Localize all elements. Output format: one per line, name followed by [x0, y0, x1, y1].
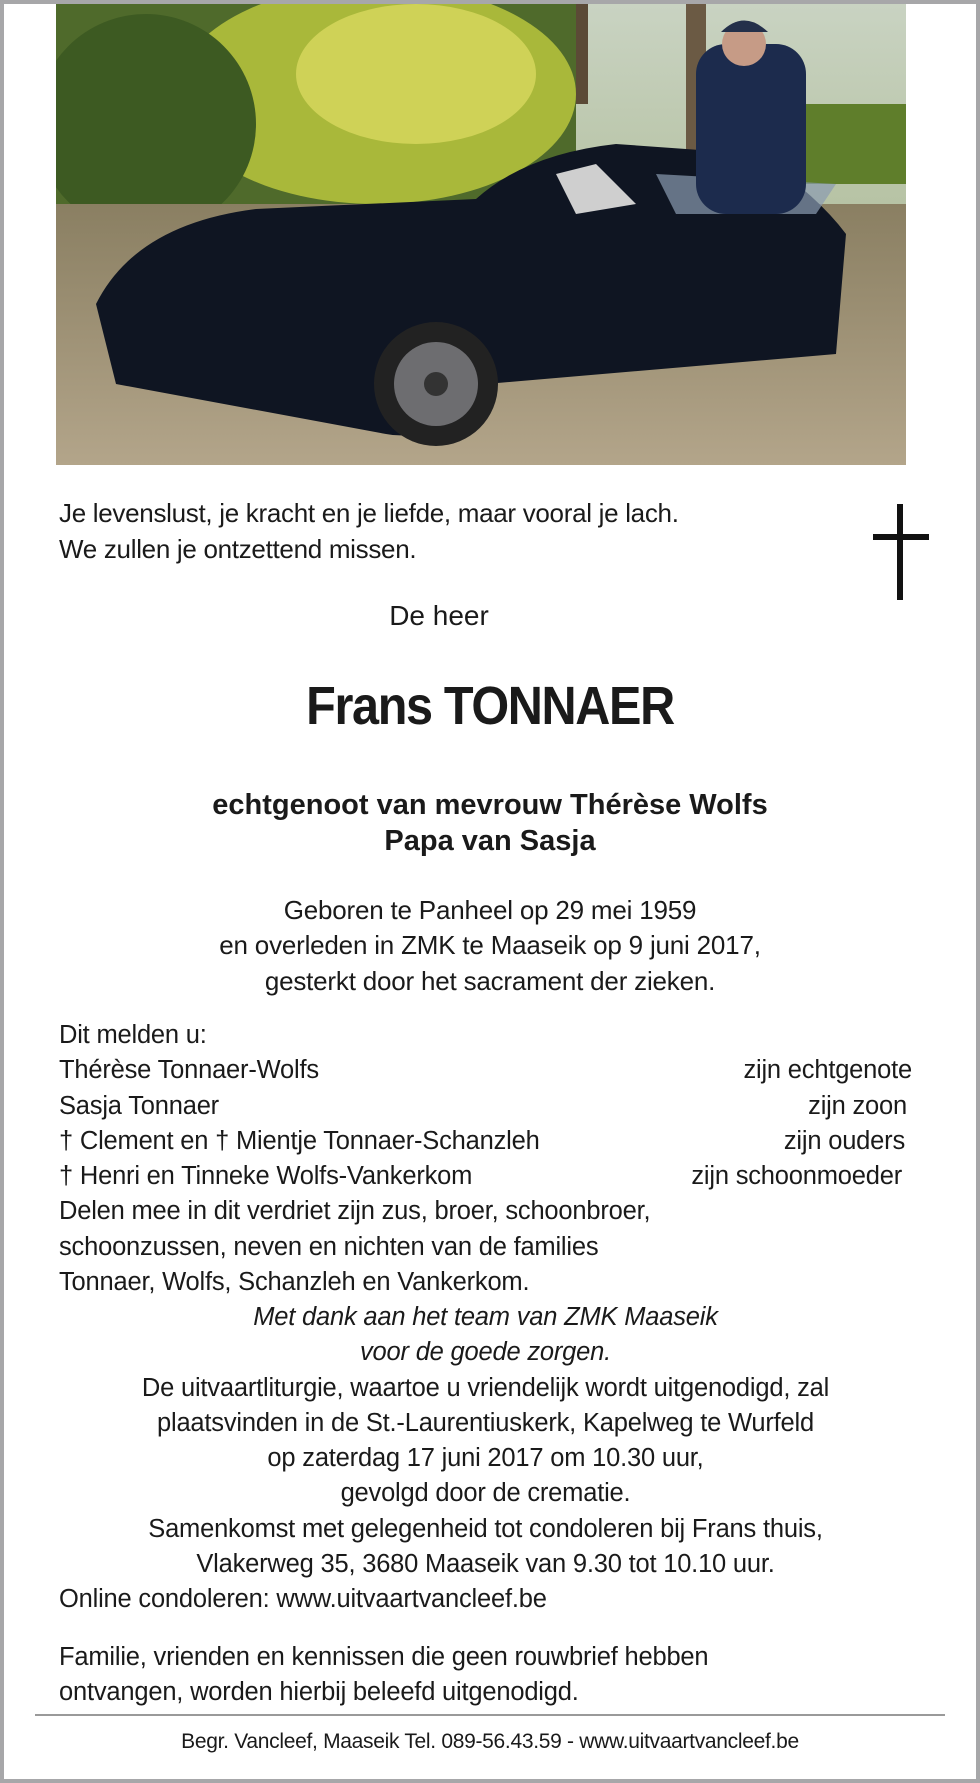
relative-name: Thérèse Tonnaer-Wolfs: [59, 1056, 319, 1085]
announcement-body: [59, 1018, 912, 1617]
relationship-subtitle: [0, 787, 980, 859]
footer-divider: [35, 1714, 945, 1716]
ceremony-line: plaatsvinden in de St.-Laurentiuskerk, Kapelweg te Wurfeld: [157, 1408, 814, 1437]
memorial-quote: [59, 495, 679, 567]
thanks-line: voor de goede zorgen.: [360, 1338, 611, 1367]
family-line: Delen mee in dit verdriet zijn zus, broer, schoonbroer,: [59, 1197, 651, 1226]
quote-line: Je levenslust, je kracht en je liefde, maar vooral je lach.: [59, 498, 679, 528]
closing-line: ontvangen, worden hierbij beleefd uitgenodigd.: [59, 1678, 579, 1707]
relative-relation: zijn zoon: [808, 1091, 907, 1120]
quote-line: We zullen je ontzettend missen.: [59, 534, 417, 564]
ceremony-line: De uitvaartliturgie, waartoe u vriendelijk wordt uitgenodigd, zal: [141, 1373, 830, 1402]
deceased-name: Frans TONNAER: [306, 676, 674, 736]
relative-relation: zijn schoonmoeder: [691, 1162, 902, 1190]
relative-name: † Clement en † Mientje Tonnaer-Schanzleh: [59, 1126, 540, 1155]
relative-name: † Henri en Tinneke Wolfs-Vankerkom: [59, 1162, 473, 1190]
portrait-photo-man-with-convertible: [56, 4, 906, 465]
family-line: Tonnaer, Wolfs, Schanzleh en Vankerkom.: [59, 1267, 530, 1296]
closing-line: Familie, vrienden en kennissen die geen rouwbrief hebben: [59, 1643, 709, 1671]
online-condolence-link[interactable]: Online condoleren: www.uitvaartvancleef.be: [59, 1585, 547, 1613]
relative-row: [59, 1124, 912, 1159]
ceremony-line: op zaterdag 17 juni 2017 om 10.30 uur,: [267, 1444, 704, 1472]
family-line: schoonzussen, neven en nichten van de families: [59, 1232, 599, 1261]
birth-line: Geboren te Panheel op 29 mei 1959: [283, 895, 697, 925]
funeral-home-footer: Begr. Vancleef, Maaseik Tel. 089-56.43.59 - www.uitvaartvancleef.be: [181, 1730, 799, 1753]
closing-invitation: [59, 1640, 708, 1711]
relative-row: [59, 1089, 912, 1124]
ceremony-line: Vlakerweg 35, 3680 Maaseik van 9.30 tot 10.10 uur.: [196, 1549, 775, 1578]
relative-name: Sasja Tonnaer: [59, 1091, 219, 1120]
ceremony-line: Samenkomst met gelegenheid tot condoleren bij Frans thuis,: [148, 1514, 823, 1543]
relative-row: [59, 1053, 912, 1088]
death-line: en overleden in ZMK te Maaseik op 9 juni 2017,: [219, 930, 761, 961]
thanks-line: Met dank aan het team van ZMK Maaseik: [253, 1303, 718, 1331]
relative-relation: zijn ouders: [783, 1126, 905, 1155]
title-prefix: De heer: [389, 600, 489, 631]
sacrament-line: gesterkt door het sacrament der zieken.: [264, 965, 716, 996]
birth-death-info: [0, 893, 980, 999]
relative-relation: zijn echtgenote: [743, 1056, 912, 1085]
cross-icon: [873, 504, 929, 600]
ceremony-line: gevolgd door de crematie.: [340, 1479, 631, 1508]
spouse-line: echtgenoot van mevrouw Thérèse Wolfs: [212, 789, 768, 821]
announce-intro: Dit melden u:: [59, 1021, 207, 1049]
relative-row: [59, 1159, 912, 1194]
father-line: Papa van Sasja: [384, 825, 596, 857]
